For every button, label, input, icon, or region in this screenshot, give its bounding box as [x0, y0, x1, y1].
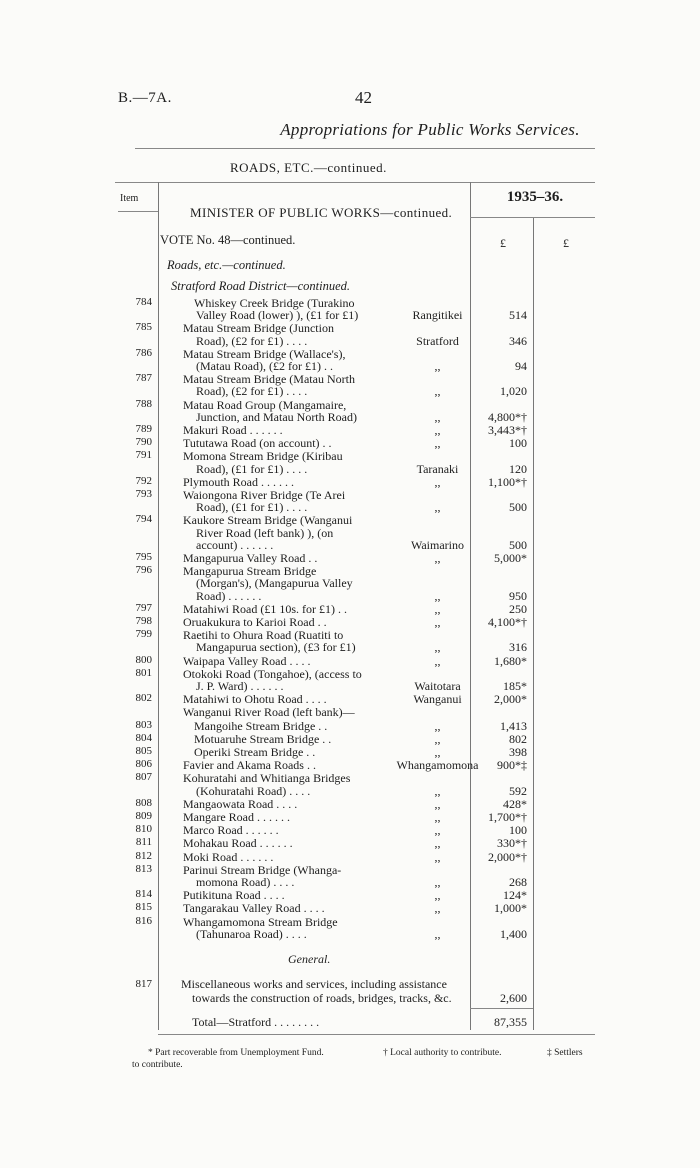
general-heading: General. — [288, 952, 331, 966]
item-number: 793 — [135, 488, 152, 500]
item-description-line: Motuaruhe Stream Bridge . . — [194, 731, 332, 746]
item-number: 815 — [135, 901, 152, 914]
total-rule — [470, 1008, 533, 1009]
general-line-1: Miscellaneous works and services, including assistance — [181, 977, 447, 991]
local-authority: ,, — [434, 731, 441, 746]
item-description-line: Favier and Akama Roads . . — [183, 758, 316, 773]
total-amount: 87,355 — [494, 1015, 527, 1029]
item-number: 798 — [135, 615, 152, 627]
item-number: 801 — [135, 666, 152, 679]
year-rule — [470, 217, 595, 218]
item-description-line: Tangarakau Valley Road . . . . — [183, 901, 325, 916]
local-authority: ,, — [434, 653, 441, 668]
local-authority: ,, — [434, 359, 441, 373]
item-description-line: Mangoihe Stream Bridge . . — [194, 718, 328, 733]
item-description-line: J. P. Ward) . . . . . . — [196, 679, 284, 693]
item-column-divider — [158, 182, 159, 1030]
footer-rule — [158, 1034, 595, 1035]
item-number: 788 — [135, 397, 152, 410]
item-number: 797 — [135, 601, 152, 614]
amount-column-middle — [533, 218, 534, 1030]
local-authority: ,, — [434, 423, 441, 437]
item-number: 814 — [135, 888, 152, 901]
local-authority: ,, — [434, 745, 441, 759]
amount: 500 — [509, 537, 527, 552]
local-authority: ,, — [434, 384, 441, 399]
item-number: 816 — [135, 914, 152, 927]
item-number: 804 — [135, 731, 152, 744]
item-number: 790 — [135, 436, 152, 449]
item-description-line: Matau Road Group (Mangamaire, — [183, 397, 347, 412]
item-number: 786 — [135, 346, 152, 359]
local-authority: ,, — [434, 474, 441, 489]
item-description-line: (Kohuratahi Road) . . . . — [196, 783, 311, 798]
amount: 1,000* — [494, 901, 527, 916]
item-number: 787 — [135, 372, 152, 385]
amount: 900*‡ — [497, 758, 527, 773]
item-number: 785 — [135, 321, 152, 334]
footnote-continuation: to contribute. — [132, 1060, 183, 1070]
item-number: 792 — [135, 474, 152, 487]
item-description-line: Waipapa Valley Road . . . . — [183, 653, 311, 668]
item-description-line: (Morgan's), (Mangapurua Valley — [196, 576, 353, 591]
amount: 514 — [509, 308, 527, 323]
item-description-line: Operiki Stream Bridge . . — [194, 745, 316, 759]
item-description-line: Otokoki Road (Tongahoe), (access to — [183, 666, 362, 681]
document-reference: B.—7A. — [118, 90, 172, 106]
item-description-line: account) . . . . . . — [196, 537, 274, 552]
amount: 2,000* — [494, 692, 527, 707]
local-authority: ,, — [434, 926, 441, 941]
item-number: 807 — [135, 771, 152, 784]
item-number: 813 — [135, 862, 152, 875]
amount: 4,800*† — [488, 409, 527, 424]
footnote-settlers: ‡ Settlers — [547, 1048, 583, 1058]
item-description-line: Makuri Road . . . . . . — [183, 423, 283, 437]
amount: 500 — [509, 500, 527, 515]
amount: 592 — [509, 783, 527, 798]
item-number: 803 — [135, 718, 152, 731]
item-description-line: Valley Road (lower) ), (£1 for £1) — [196, 308, 359, 323]
item-description-line: Raetihi to Ohura Road (Ruatiti to — [183, 628, 344, 643]
local-authority: ,, — [434, 875, 441, 889]
item-number: 809 — [135, 810, 152, 822]
item-number: 799 — [135, 628, 152, 641]
item-description-line: Road), (£1 for £1) . . . . — [196, 500, 308, 515]
amount: 185* — [503, 679, 527, 693]
item-description-line: Putikituna Road . . . . — [183, 888, 285, 903]
item-description-line: Matahiwi to Ohotu Road . . . . — [183, 692, 327, 707]
item-description-line: River Road (left bank) ), (on — [196, 525, 334, 540]
amount: 428* — [503, 796, 527, 811]
item-description-line: Mangare Road . . . . . . — [183, 810, 290, 824]
total-label: Total—Stratford . . . . . . . . — [192, 1015, 320, 1029]
local-authority: ,, — [434, 810, 441, 824]
roads-subheading — [167, 258, 286, 273]
local-authority: Waitotara — [414, 679, 461, 693]
fiscal-year: 1935–36. — [506, 189, 564, 205]
item-description-line: Matau Stream Bridge (Matau North — [183, 372, 355, 387]
page-number: 42 — [355, 88, 372, 107]
local-authority: ,, — [434, 601, 441, 616]
local-authority: ,, — [434, 718, 441, 733]
item-description-line: Kohuratahi and Whitianga Bridges — [183, 771, 351, 786]
item-number: 812 — [135, 849, 152, 862]
item-description-line: Mohakau Road . . . . . . — [183, 836, 293, 851]
item-number: 808 — [135, 796, 152, 809]
item-description-line: Tututawa Road (on account) . . — [183, 436, 332, 451]
local-authority: Rangitikei — [412, 308, 463, 323]
item-description-line: Whangamomona Stream Bridge — [183, 914, 338, 929]
local-authority: ,, — [434, 551, 441, 565]
local-authority: ,, — [434, 796, 441, 811]
general-amount: 2,600 — [500, 991, 527, 1005]
item-description-line: Momona Stream Bridge (Kiribau — [183, 449, 343, 464]
amount: 1,700*† — [488, 810, 527, 824]
header-rule — [115, 182, 595, 183]
local-authority: ,, — [434, 783, 441, 798]
amount: 316 — [509, 640, 527, 655]
local-authority: ,, — [434, 823, 441, 838]
local-authority: Taranaki — [416, 461, 459, 476]
item-number: 784 — [135, 296, 152, 308]
vote-heading: VOTE No. 48—continued. — [160, 233, 296, 247]
item-description-line: Mangapurua Stream Bridge — [183, 564, 317, 579]
item-description-line: Kaukore Stream Bridge (Wanganui — [183, 513, 353, 528]
item-description-line: Whiskey Creek Bridge (Turakino — [194, 296, 355, 310]
amount: 398 — [509, 745, 527, 759]
local-authority: ,, — [434, 615, 441, 629]
item-description-line: Matau Stream Bridge (Wallace's), — [183, 346, 346, 361]
top-rule — [135, 148, 595, 149]
footnote-local-authority: † Local authority to contribute. — [383, 1048, 502, 1058]
local-authority: ,, — [434, 849, 441, 864]
item-description-line: Moki Road . . . . . . — [183, 849, 274, 864]
amount: 268 — [509, 875, 527, 889]
roads-subheading-text: Roads, etc.—continued. — [167, 258, 286, 272]
local-authority: ,, — [434, 436, 441, 451]
item-description-line: Road) . . . . . . — [196, 588, 262, 603]
amount: 124* — [503, 888, 527, 903]
minister-heading: MINISTER OF PUBLIC WORKS—continued. — [190, 205, 453, 220]
local-authority: ,, — [434, 901, 441, 916]
local-authority: ,, — [434, 836, 441, 851]
amount: 1,400 — [500, 926, 527, 941]
amount: 802 — [509, 731, 527, 746]
amount: 1,100*† — [488, 474, 527, 489]
item-number: 794 — [135, 513, 152, 526]
page-title-text: Appropriations for Public Works Services. — [280, 120, 580, 139]
item-number: 791 — [135, 449, 152, 462]
footnote-unemployment: * Part recoverable from Unemployment Fund. — [148, 1048, 324, 1058]
local-authority: Whangamomona — [396, 758, 479, 773]
item-number: 802 — [135, 692, 152, 705]
amount: 94 — [515, 359, 527, 373]
item-description-line: momona Road) . . . . — [196, 875, 295, 889]
item-number: 806 — [135, 758, 152, 771]
item-description-line: Plymouth Road . . . . . . — [183, 474, 295, 489]
item-number: 795 — [135, 551, 152, 563]
amount: 4,100*† — [488, 615, 527, 629]
item-number: 800 — [135, 653, 152, 666]
local-authority: ,, — [434, 500, 441, 515]
amount: 346 — [509, 333, 527, 348]
item-description-line: Wanganui River Road (left bank)— — [183, 705, 355, 720]
item-description-line: Marco Road . . . . . . — [183, 823, 279, 838]
item-number: 796 — [135, 564, 152, 577]
local-authority: Stratford — [416, 333, 459, 348]
local-authority: ,, — [434, 888, 441, 903]
general-item-number: 817 — [135, 978, 152, 990]
local-authority: ,, — [434, 588, 441, 603]
item-description-line: Junction, and Matau North Road) — [196, 409, 357, 424]
amount: 1,413 — [500, 718, 527, 733]
local-authority: Wanganui — [413, 692, 462, 707]
item-description-line: Waiongona River Bridge (Te Arei — [183, 488, 346, 502]
district-heading — [171, 279, 350, 294]
amount: 5,000* — [494, 551, 527, 565]
amount: 120 — [509, 461, 527, 476]
local-authority: ,, — [434, 409, 441, 424]
amount: 2,000*† — [488, 849, 527, 864]
amount: 330*† — [497, 836, 527, 851]
item-description-line: Mangapurua section), (£3 for £1) — [196, 640, 356, 655]
section-heading: ROADS, ETC.—continued. — [230, 160, 387, 175]
item-description-line: Road), (£2 for £1) . . . . — [196, 333, 308, 348]
item-description-line: Mangaowata Road . . . . — [183, 796, 298, 811]
amount: 950 — [509, 588, 527, 603]
item-description-line: (Matau Road), (£2 for £1) . . — [196, 359, 333, 373]
item-number: 810 — [135, 823, 152, 836]
item-description-line: Matahiwi Road (£1 10s. for £1) . . — [183, 601, 347, 616]
currency-symbol-2: £ — [563, 236, 569, 250]
item-description-line: Oruakukura to Karioi Road . . — [183, 615, 327, 629]
item-number: 805 — [135, 745, 152, 757]
item-description-line: Parinui Stream Bridge (Whanga- — [183, 862, 342, 877]
amount: 100 — [509, 823, 527, 838]
local-authority: Waimarino — [410, 537, 464, 552]
item-description-line: Matau Stream Bridge (Junction — [183, 321, 334, 336]
item-description-line: Road), (£1 for £1) . . . . — [196, 461, 308, 476]
item-number: 811 — [135, 836, 152, 849]
amount: 1,680* — [494, 653, 527, 668]
item-header-rule — [118, 211, 158, 212]
item-column-header: Item — [120, 193, 139, 204]
amount: 3,443*† — [488, 423, 527, 437]
item-number: 789 — [135, 423, 152, 435]
amount: 1,020 — [500, 384, 527, 399]
item-description-line: (Tahunaroa Road) . . . . — [196, 926, 307, 941]
local-authority: ,, — [434, 640, 441, 655]
general-line-2: towards the construction of roads, bridges, tracks, &c. — [192, 991, 452, 1005]
amount: 250 — [509, 601, 527, 616]
currency-symbol-1: £ — [500, 236, 506, 250]
amount: 100 — [509, 436, 527, 451]
item-description-line: Road), (£2 for £1) . . . . — [196, 384, 308, 399]
item-description-line: Mangapurua Valley Road . . — [183, 551, 318, 565]
page-title — [0, 120, 700, 140]
district-heading-text: Stratford Road District—continued. — [171, 279, 351, 293]
